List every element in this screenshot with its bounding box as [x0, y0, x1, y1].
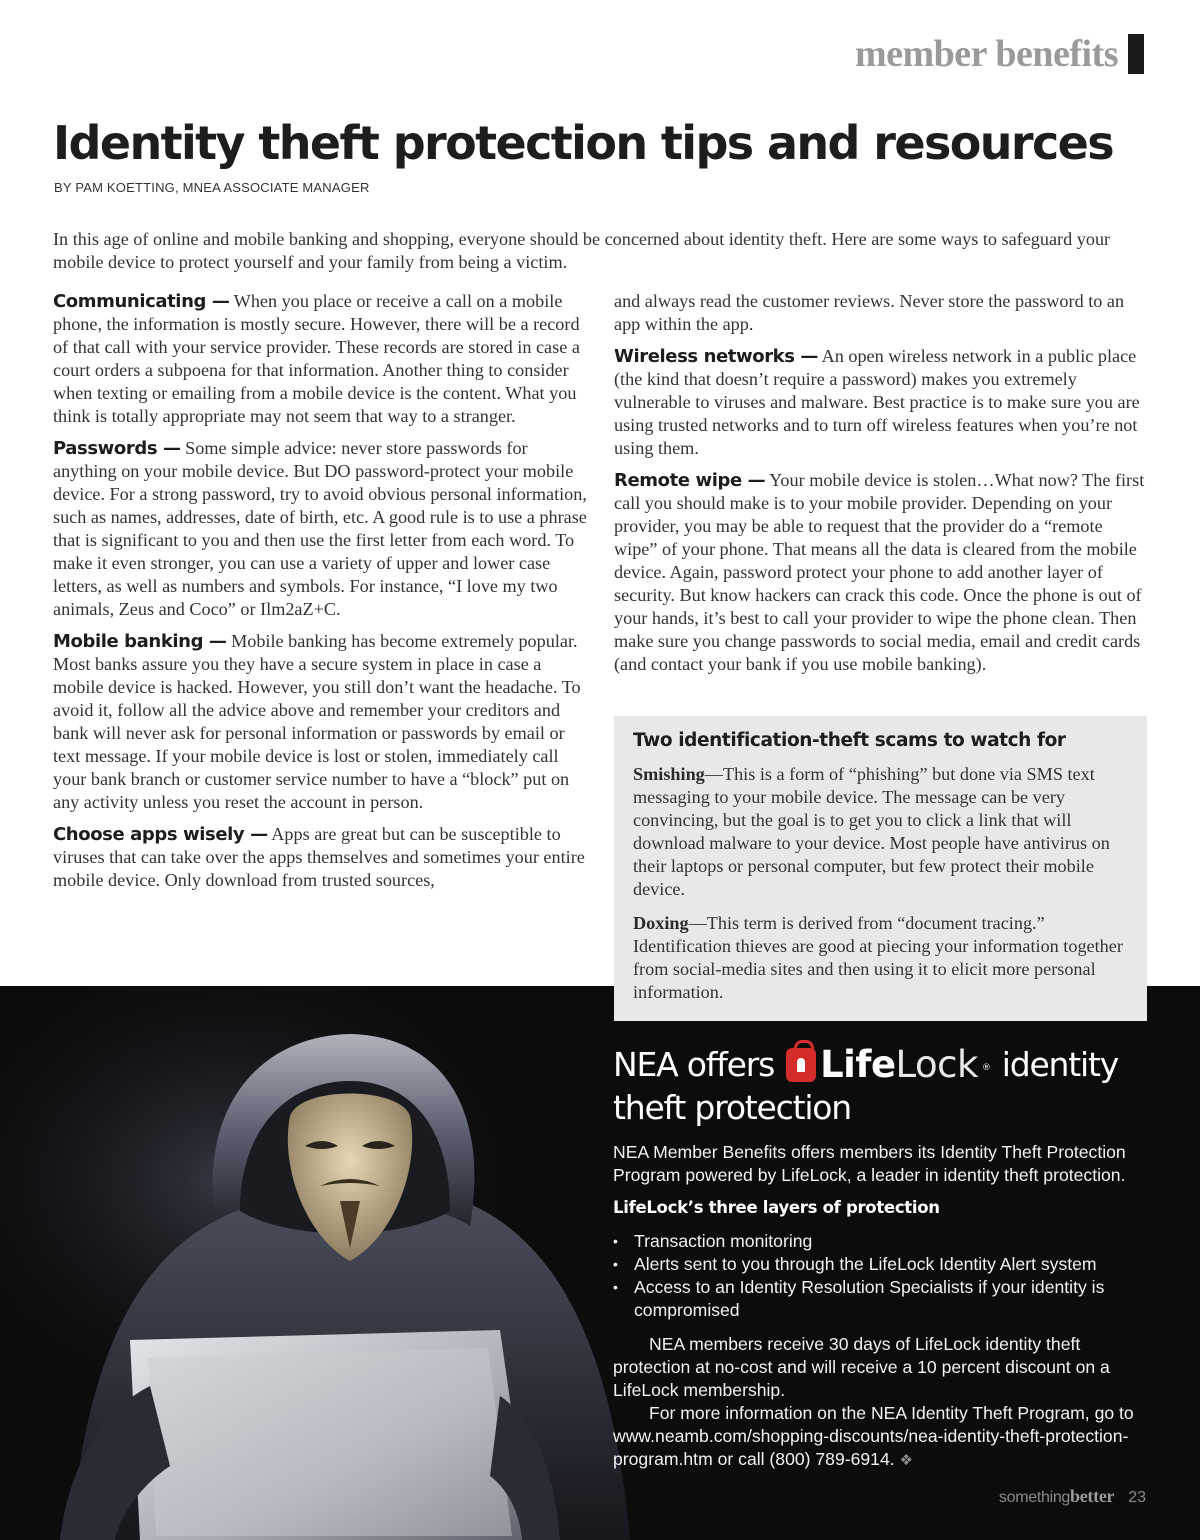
section-mobile-banking	[53, 630, 593, 814]
section-tag	[855, 34, 1144, 74]
logo-thin: Lock	[895, 1043, 978, 1086]
offer-description: NEA Member Benefits offers members its Identity Theft Protection Program powered by LifeLock, a leader in identity theft protection.	[613, 1142, 1126, 1185]
sidebar-text: —This is a form of “phishing” but done via SMS text messaging to your mobile device. The message can be very convincing, but the goal is to get you to click a link that will download malware to your device. Most people have antivirus on their laptops or personal computer, but few protect their mobile device.	[633, 764, 1110, 899]
sidebar-text: —This term is derived from “document tracing.” Identification thieves are good at piecing your information together from social-media sites and then using it to elicit more personal information.	[633, 913, 1123, 1002]
page-footer	[999, 1486, 1146, 1507]
left-column	[53, 290, 593, 901]
section-text: When you place or receive a call on a mobile phone, the information is mostly secure. However, there will be a record of that call with your service provider. These records are stored in case a court orders a subpoena for that information. Another thing to consider when texting or emailing from a mobile device is the content. What you think is totally appropriate may not seem that way to a stranger.	[53, 291, 580, 426]
sidebar-item-doxing	[633, 912, 1127, 1004]
offer-heading-line1	[613, 1042, 1173, 1088]
article-title: Identity theft protection tips and resources	[53, 116, 1114, 170]
section-lead: Choose apps wisely —	[53, 824, 268, 845]
offer-heading-pre: NEA offers	[613, 1045, 775, 1084]
offer-more-info-paragraph	[613, 1402, 1153, 1472]
section-lead: Mobile banking —	[53, 631, 227, 652]
section-tag-text: member benefits	[854, 33, 1118, 75]
lifelock-logo-word	[820, 1045, 978, 1085]
offer-heading-line2: theft protection	[613, 1088, 852, 1127]
brand-light: something	[998, 1489, 1071, 1506]
section-text: Apps are great but can be susceptible to viruses that can take over the apps themselves and sometimes your entire mobile device. Only download from trusted sources,	[53, 824, 585, 890]
lifelock-logo	[786, 1042, 990, 1088]
list-item: • Alerts sent to you through the LifeLock Identity Alert system	[613, 1253, 1153, 1276]
section-text: Some simple advice: never store passwords for anything on your mobile device. But DO password-protect your mobile device. For a strong password, try to avoid obvious personal information, such as names, addresses, date of birth, etc. A good rule is to use a phrase that is significant to you and then use the first letter from each word. To make it even stronger, you can use a variety of upper and lower case letters, as well as numbers and symbols. For instance, “I love my two animals, Zeus and Coco” or Ilm2aZ+C.	[53, 438, 587, 619]
list-item: • Access to an Identity Resolution Specialists if your identity is compromised	[613, 1276, 1153, 1322]
footer-brand	[999, 1486, 1114, 1507]
byline: BY PAM KOETTING, MNEA ASSOCIATE MANAGER	[54, 180, 370, 195]
layers-list	[613, 1230, 1153, 1322]
section-text: An open wireless network in a public place (the kind that doesn’t require a password) makes you extremely vulnerable to viruses and malware. Best practice is to make sure you are using trusted networks and to turn off wireless features when you’re not using them.	[614, 346, 1140, 458]
section-remote-wipe	[614, 469, 1150, 676]
section-choose-apps	[53, 823, 593, 892]
trademark-symbol: ®	[981, 1063, 990, 1073]
sidebar-term: Doxing	[633, 913, 689, 933]
section-passwords	[53, 437, 593, 621]
section-wireless-networks	[614, 345, 1150, 460]
section-communicating	[53, 290, 593, 428]
section-text: Your mobile device is stolen…What now? The first call you should make is to your mobile provider. Depending on your provider, you may be able to request that the provider do a “remote wipe” of your phone. That means all the data is cleared from the mobile device. Again, password protect your phone to add another layer of security. But know hackers can crack this code. Once the phone is out of your hands, it’s best to call your provider to wipe the phone clean. Then make sure you change passwords to social media, email and credit cards (and contact your bank if you use mobile banking).	[614, 470, 1145, 674]
page-number: 23	[1128, 1489, 1146, 1506]
section-lead: Communicating —	[53, 291, 230, 312]
lifelock-offer	[613, 1042, 1173, 1472]
section-lead: Remote wipe —	[614, 470, 766, 491]
section-text: Mobile banking has become extremely popular. Most banks assure you they have a secure system in place in case a mobile device is hacked. However, you still don’t want the headache. To avoid it, follow all the advice above and remember your creditors and bank will never ask for personal information or passwords by email or text message. If your mobile device is lost or stolen, immediately call your bank branch or customer service number to have a “block” put on any activity unless you reset the account in person.	[53, 631, 581, 812]
scams-sidebar	[614, 716, 1147, 1021]
lock-icon	[786, 1048, 816, 1082]
list-item: • Transaction monitoring	[613, 1230, 1153, 1253]
sidebar-term: Smishing	[633, 764, 705, 784]
logo-bold: Life	[820, 1043, 896, 1086]
sidebar-item-smishing	[633, 763, 1127, 901]
continued-text: and always read the customer reviews. Never store the password to an app within the app.	[614, 291, 1125, 334]
section-lead: Passwords —	[53, 438, 181, 459]
offer-heading	[613, 1042, 1173, 1128]
end-mark-icon: ❖	[899, 1452, 913, 1469]
offer-trial-paragraph: NEA members receive 30 days of LifeLock identity theft protection at no-cost and will receive a 10 percent discount on a LifeLock membership.	[613, 1334, 1110, 1400]
more-info-text: For more information on the NEA Identity Theft Program, go to www.neamb.com/shopping-discounts/nea-identity-theft-protection-program.htm or call (800) 789-6914.	[613, 1403, 1134, 1469]
intro-paragraph: In this age of online and mobile banking and shopping, everyone should be concerned about identity theft. Here are some ways to safeguard your mobile device to protect yourself and your family from being a victim.	[53, 229, 1111, 272]
offer-heading-post: identity	[1001, 1045, 1119, 1084]
sidebar-title: Two identification-theft scams to watch for	[633, 730, 1066, 751]
right-column	[614, 290, 1150, 685]
brand-bold: better	[1070, 1486, 1115, 1506]
layers-title: LifeLock’s three layers of protection	[613, 1198, 940, 1217]
section-tag-bar	[1128, 34, 1144, 74]
section-lead: Wireless networks —	[614, 346, 819, 367]
